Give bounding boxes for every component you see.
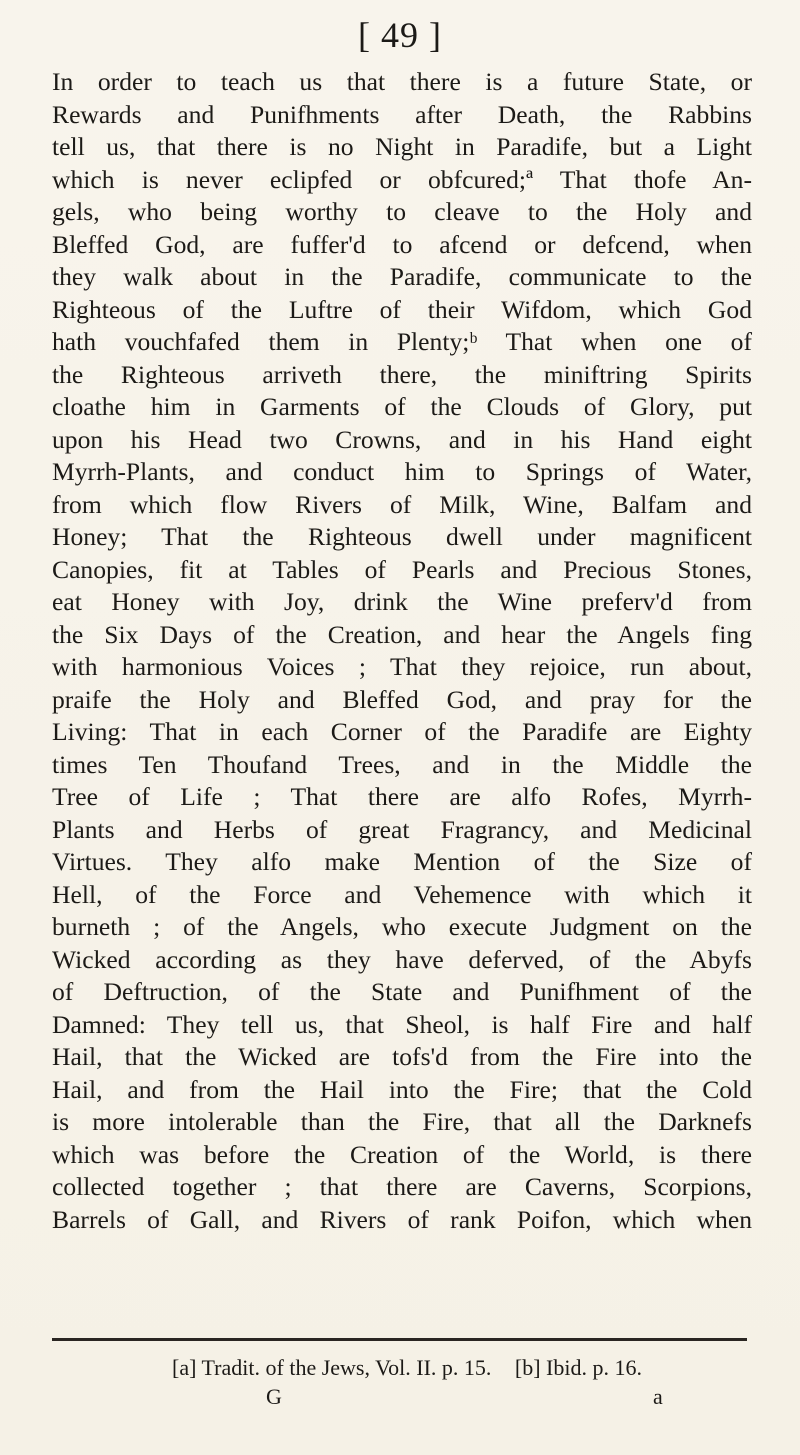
text-line: collected together ; that there are Caverns, Scorpions, <box>52 1172 752 1201</box>
text-line: the Righteous arriveth there, the miniftring Spirits <box>52 359 752 389</box>
text-line: tell us, that there is no Night in Paradife, but a Light <box>52 132 752 161</box>
text-line: Bleffed God, are fuffer'd to afcend or defcend, when <box>52 229 752 259</box>
text-line: hath vouchfafed them in Plenty;ᵇ That when one of <box>52 327 752 356</box>
text-line: Barrels of Gall, and Rivers of rank Poifon, which when <box>52 1204 752 1234</box>
footnote-b: [b] Ibid. p. 16. <box>514 1355 642 1380</box>
text-line: Damned: They tell us, that Sheol, is half Fire and half <box>52 1009 752 1039</box>
text-line: gels, who being worthy to cleave to the Holy and <box>52 197 752 226</box>
text-line: eat Honey with Joy, drink the Wine preferv'd from <box>52 587 752 616</box>
footnote-a: [a] Tradit. of the Jews, Vol. II. p. 15. <box>172 1355 492 1380</box>
catchword: a <box>653 1384 663 1409</box>
text-line: the Six Days of the Creation, and hear the Angels fing <box>52 619 752 649</box>
text-line: Tree of Life ; That there are alfo Rofes, Myrrh- <box>52 782 752 811</box>
text-line: from which flow Rivers of Milk, Wine, Balfam and <box>52 489 752 519</box>
text-line: Wicked according as they have deferved, of the Abyfs <box>52 944 752 974</box>
footnotes <box>172 1355 660 1381</box>
text-line: which was before the Creation of the World, is there <box>52 1139 752 1169</box>
text-line: Hail, that the Wicked are tofs'd from the Fire into the <box>52 1042 752 1071</box>
body-text <box>52 66 752 1236</box>
text-line: they walk about in the Paradife, communicate to the <box>52 262 752 291</box>
page-number: [ 49 ] <box>358 15 442 55</box>
text-line: Living: That in each Corner of the Paradife are Eighty <box>52 717 752 746</box>
text-line: Plants and Herbs of great Fragrancy, and Medicinal <box>52 814 752 844</box>
text-line: of Deftruction, of the State and Punifhment of the <box>52 977 752 1006</box>
text-line: with harmonious Voices ; That they rejoice, run about, <box>52 652 752 681</box>
text-line: Virtues. They alfo make Mention of the Size of <box>52 847 752 876</box>
text-line: Myrrh-Plants, and conduct him to Springs of Water, <box>52 457 752 486</box>
text-line: times Ten Thoufand Trees, and in the Middle the <box>52 749 752 779</box>
text-line: cloathe him in Garments of the Clouds of Glory, put <box>52 392 752 421</box>
text-line: Rewards and Punifhments after Death, the Rabbins <box>52 99 752 129</box>
text-line: praife the Holy and Bleffed God, and pray for the <box>52 684 752 714</box>
text-line: In order to teach us that there is a future State, or <box>52 67 752 96</box>
text-line: Honey; That the Righteous dwell under magnificent <box>52 522 752 551</box>
text-line: Hell, of the Force and Vehemence with which it <box>52 879 752 909</box>
signature-mark: G <box>266 1384 282 1409</box>
text-line: Hail, and from the Hail into the Fire; that the Cold <box>52 1074 752 1104</box>
text-line: which is never eclipfed or obfcured;ª That thofe An- <box>52 164 752 194</box>
text-line: Canopies, fit at Tables of Pearls and Precious Stones, <box>52 554 752 584</box>
text-line: is more intolerable than the Fire, that all the Darknefs <box>52 1107 752 1136</box>
text-line: Righteous of the Luftre of their Wifdom, which God <box>52 294 752 324</box>
text-line: burneth ; of the Angels, who execute Judgment on the <box>52 912 752 941</box>
footnote-rule <box>52 1338 747 1341</box>
text-line: upon his Head two Crowns, and in his Hand eight <box>52 424 752 454</box>
